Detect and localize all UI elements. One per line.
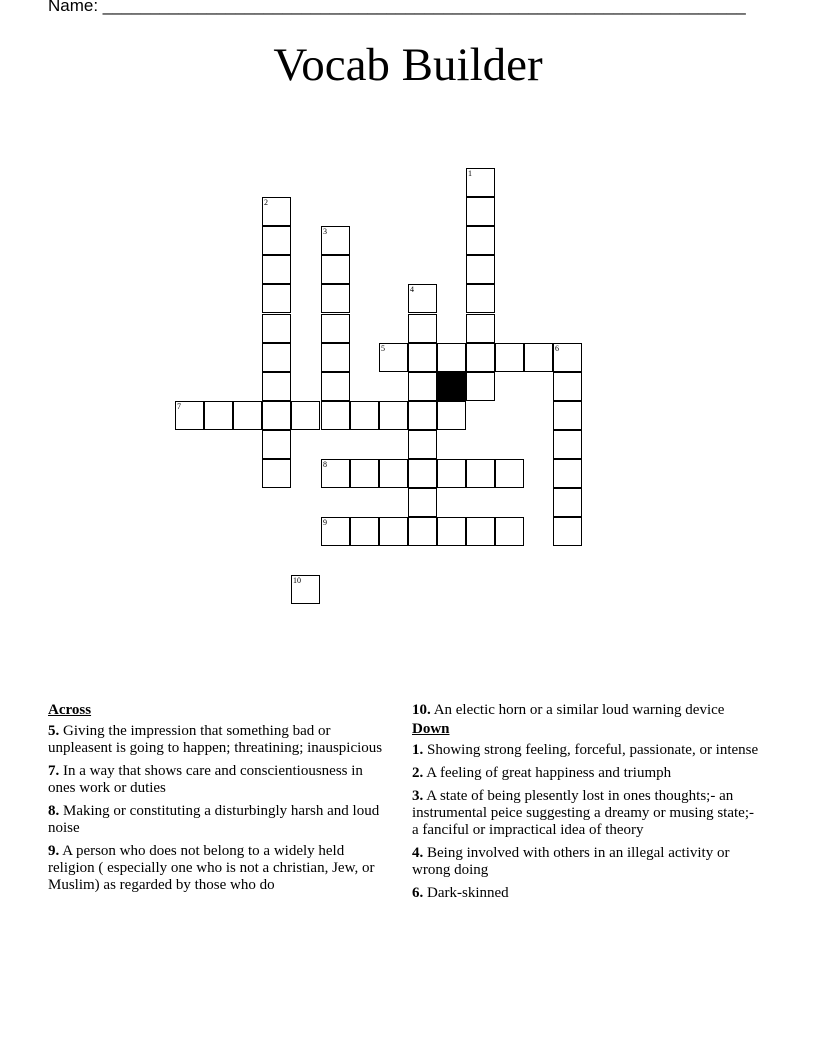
clue-text: Dark-skinned <box>427 885 509 901</box>
crossword-cell[interactable] <box>437 517 466 546</box>
clue-number: 10. <box>412 702 431 718</box>
clue-number: 2. <box>412 765 424 781</box>
name-field[interactable]: Name: ____________________________________________________________________ <box>48 0 746 15</box>
crossword-cell[interactable] <box>553 517 582 546</box>
crossword-cell[interactable] <box>262 255 291 284</box>
clues-right-column <box>412 702 762 908</box>
crossword-cell[interactable] <box>408 372 437 401</box>
clue-across-8 <box>48 803 388 837</box>
crossword-cell[interactable] <box>379 401 408 430</box>
crossword-cell[interactable] <box>466 343 495 372</box>
crossword-cell[interactable] <box>466 255 495 284</box>
crossword-cell[interactable] <box>204 401 233 430</box>
clue-number: 3. <box>412 788 424 804</box>
cell-number: 9 <box>323 518 327 527</box>
down-heading: Down <box>412 721 450 737</box>
clue-number: 9. <box>48 843 60 859</box>
clue-text: A feeling of great happiness and triumph <box>426 765 672 781</box>
crossword-cell[interactable] <box>233 401 262 430</box>
crossword-cell[interactable] <box>321 226 350 255</box>
crossword-cell[interactable] <box>408 343 437 372</box>
clue-text: An electic horn or a similar loud warning device <box>433 702 725 718</box>
crossword-cell[interactable] <box>466 197 495 226</box>
crossword-cell[interactable] <box>262 343 291 372</box>
cell-number: 2 <box>264 198 268 207</box>
crossword-cell[interactable] <box>524 343 553 372</box>
clue-text: Being involved with others in an illegal activity or wrong doing <box>412 845 730 878</box>
crossword-cell[interactable] <box>262 284 291 313</box>
clue-number: 7. <box>48 763 60 779</box>
clue-text: Showing strong feeling, forceful, passionate, or intense <box>427 742 759 758</box>
crossword-cell[interactable] <box>379 517 408 546</box>
crossword-cell[interactable] <box>553 459 582 488</box>
crossword-cell[interactable] <box>466 459 495 488</box>
cell-number: 5 <box>381 344 385 353</box>
crossword-cell[interactable] <box>466 517 495 546</box>
clue-number: 4. <box>412 845 424 861</box>
crossword-cell[interactable] <box>437 343 466 372</box>
clue-text: Giving the impression that something bad or unpleasent is going to happen; threatining; inauspicious <box>48 723 383 756</box>
clue-across-7 <box>48 763 388 797</box>
crossword-cell[interactable] <box>262 372 291 401</box>
crossword-cell[interactable] <box>262 226 291 255</box>
clue-across-10 <box>412 702 762 719</box>
crossword-cell[interactable] <box>466 168 495 197</box>
crossword-cell[interactable] <box>175 401 204 430</box>
cell-number: 8 <box>323 460 327 469</box>
crossword-cell[interactable] <box>408 284 437 313</box>
clue-number: 8. <box>48 803 60 819</box>
crossword-cell[interactable] <box>553 343 582 372</box>
crossword-cell[interactable] <box>350 459 379 488</box>
crossword-cell[interactable] <box>495 343 524 372</box>
crossword-cell[interactable] <box>321 343 350 372</box>
crossword-cell[interactable] <box>321 314 350 343</box>
page-title: Vocab Builder <box>273 39 543 91</box>
clues-left-column <box>48 702 388 900</box>
crossword-cell[interactable] <box>466 284 495 313</box>
crossword-cell[interactable] <box>408 401 437 430</box>
clue-text: A person who does not belong to a widely held religion ( especially one who is not a christian, Jew, or Muslim) as regarded by those who do <box>48 843 375 893</box>
cell-number: 6 <box>555 344 559 353</box>
clue-number: 1. <box>412 742 424 758</box>
clue-text: Making or constituting a disturbingly harsh and loud noise <box>48 803 380 836</box>
crossword-cell[interactable] <box>321 401 350 430</box>
clue-number: 6. <box>412 885 424 901</box>
clue-across-9 <box>48 843 388 894</box>
clue-text: In a way that shows care and conscientiousness in ones work or duties <box>48 763 363 796</box>
crossword-cell[interactable] <box>379 459 408 488</box>
clue-number: 5. <box>48 723 60 739</box>
clue-down-1 <box>412 742 762 759</box>
crossword-cell[interactable] <box>262 401 291 430</box>
crossword-cell[interactable] <box>379 343 408 372</box>
crossword-cell[interactable] <box>262 197 291 226</box>
crossword-cell[interactable] <box>291 575 320 604</box>
clue-across-5 <box>48 723 388 757</box>
crossword-cell[interactable] <box>466 314 495 343</box>
clue-down-3 <box>412 788 762 839</box>
crossword-cell[interactable] <box>553 401 582 430</box>
cell-number: 7 <box>177 402 181 411</box>
crossword-cell[interactable] <box>408 430 437 459</box>
crossword-cell[interactable] <box>553 430 582 459</box>
crossword-cell[interactable] <box>262 314 291 343</box>
crossword-cell[interactable] <box>262 459 291 488</box>
clue-down-2 <box>412 765 762 782</box>
crossword-cell[interactable] <box>495 517 524 546</box>
crossword-cell[interactable] <box>321 459 350 488</box>
crossword-cell[interactable] <box>553 488 582 517</box>
across-heading: Across <box>48 702 92 718</box>
crossword-cell[interactable] <box>350 401 379 430</box>
clue-down-4 <box>412 845 762 879</box>
crossword-cell[interactable] <box>408 459 437 488</box>
crossword-cell[interactable] <box>321 372 350 401</box>
crossword-cell[interactable] <box>321 284 350 313</box>
crossword-cell[interactable] <box>350 517 379 546</box>
crossword-cell[interactable] <box>262 430 291 459</box>
crossword-cell[interactable] <box>495 459 524 488</box>
cell-number: 1 <box>468 169 472 178</box>
crossword-black-cell <box>437 372 466 401</box>
crossword-cell[interactable] <box>437 401 466 430</box>
crossword-cell[interactable] <box>466 372 495 401</box>
crossword-cell[interactable] <box>437 459 466 488</box>
crossword-cell[interactable] <box>408 488 437 517</box>
crossword-cell[interactable] <box>466 226 495 255</box>
clue-text: A state of being plesently lost in ones thoughts;- an instrumental peice suggesting a dreamy or musing state;- a fanciful or impractical idea of theory <box>412 788 754 838</box>
clue-down-6 <box>412 885 762 902</box>
crossword-cell[interactable] <box>291 401 320 430</box>
crossword-cell[interactable] <box>408 517 437 546</box>
crossword-cell[interactable] <box>553 372 582 401</box>
crossword-cell[interactable] <box>321 255 350 284</box>
crossword-cell[interactable] <box>321 517 350 546</box>
cell-number: 3 <box>323 227 327 236</box>
cell-number: 4 <box>410 285 414 294</box>
cell-number: 10 <box>293 576 301 585</box>
crossword-cell[interactable] <box>408 314 437 343</box>
